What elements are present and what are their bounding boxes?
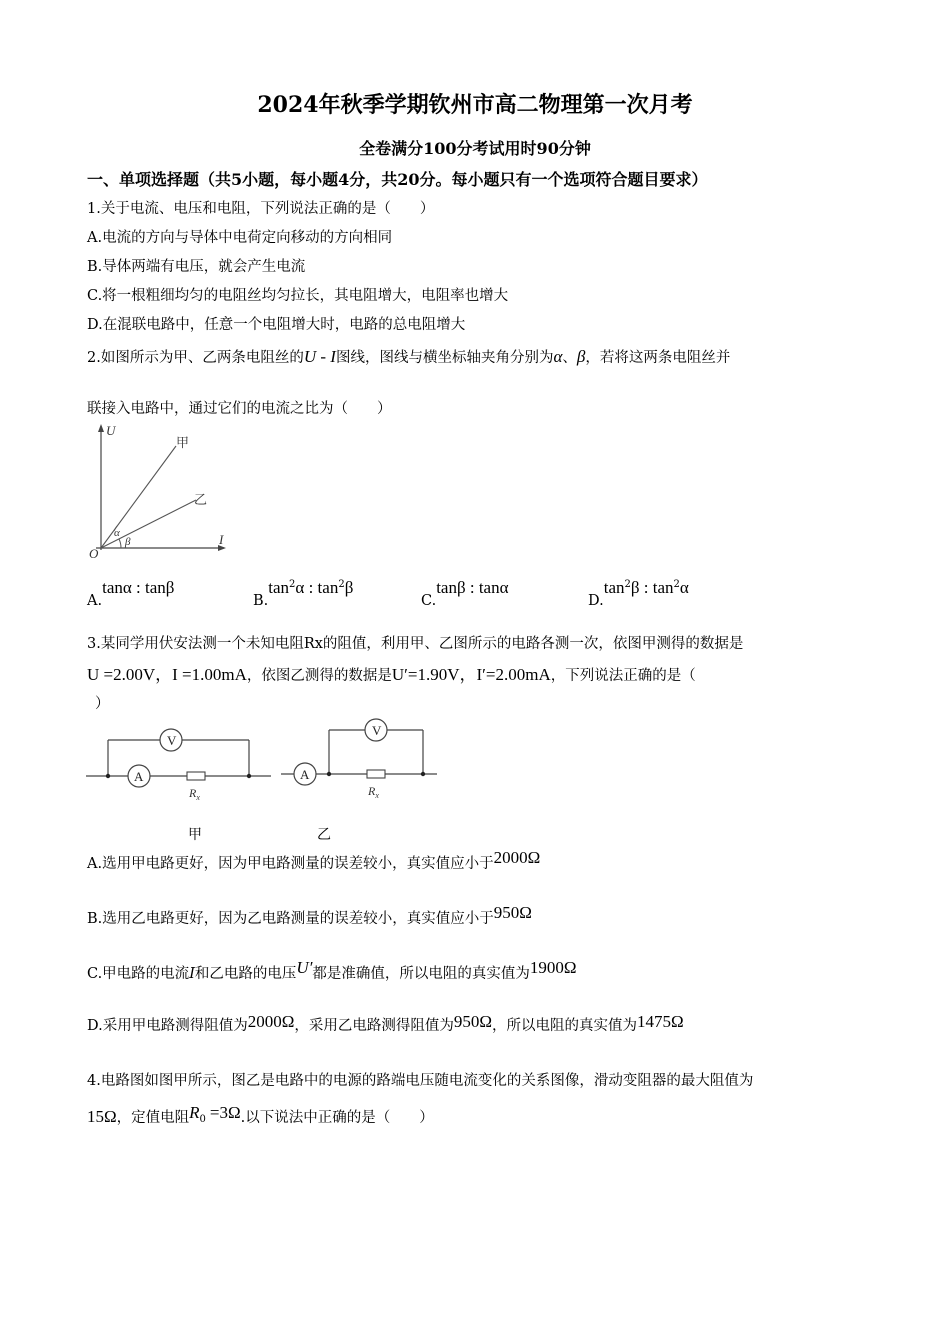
q2-stem-part: ，若将这两条电阻丝并 (585, 350, 731, 366)
circuit-caption-jia: 甲 (188, 827, 202, 843)
q3-option-d (87, 1014, 684, 1035)
q3-option-a-value: 2000Ω (493, 848, 541, 867)
q3-circuit-jia (86, 720, 271, 802)
q3-option-a-text: A.选用甲电路更好，因为甲电路测量的误差较小，真实值应小于 (87, 856, 494, 872)
q2-ui-graph (86, 420, 236, 560)
q3-option-c-voltage: U′ (296, 958, 313, 977)
angle-beta-label: β (125, 536, 131, 548)
section-heading: 一、单项选择题（共5小题，每小题4分，共20分。每小题只有一个选项符合题目要求） (87, 170, 708, 189)
q3-option-a (87, 848, 541, 873)
q4-rmax: 15Ω (87, 1107, 117, 1126)
exam-subtitle: 全卷满分100分考试用时90分钟 (359, 139, 591, 158)
q2-option-b-value: α : tan (295, 578, 339, 597)
q2-option-d (588, 578, 689, 609)
resistor-label: $R_x$ (368, 784, 379, 800)
resistor-rx (367, 770, 385, 778)
q1-option-b: B.导体两端有电压，就会产生电流 (87, 259, 306, 275)
voltmeter-label: V (372, 723, 382, 738)
angle-beta-arc (119, 539, 121, 548)
q2-option-b (253, 578, 354, 609)
q2-stem (87, 346, 730, 367)
node-dot (106, 774, 110, 778)
q3-option-c-text: 和乙电路的电压 (194, 966, 297, 982)
line-jia (101, 446, 176, 548)
q4-stem: 4.电路图如图甲所示，图乙是电路中的电源的路端电压随电流变化的关系图像，滑动变阻器的最大阻值为 (87, 1073, 754, 1089)
axis-u-label: U (106, 423, 116, 438)
axis-i-label: I (219, 532, 224, 547)
node-dot (327, 772, 331, 776)
angle-alpha-label: α (114, 527, 120, 539)
q2-option-c-label: C. (421, 593, 437, 609)
resistor-label: $R_x$ (189, 786, 200, 802)
q3-option-c (87, 958, 577, 983)
q2-option-a (87, 578, 175, 609)
q2-stem-part: 图线，图线与横坐标轴夹角分别为 (335, 350, 554, 366)
q3-option-b (87, 903, 532, 928)
q3-stem-part: ，依图乙测得的数据是 (246, 668, 392, 684)
q3-option-b-text: B.选用乙电路更好，因为乙电路测量的误差较小，真实值应小于 (87, 911, 494, 927)
q4-r0-symbol: R (189, 1103, 200, 1122)
q2-option-b-sup: 2 (338, 579, 345, 591)
q2-option-d-value: α (679, 578, 689, 597)
q2-option-b-value: tan (268, 578, 290, 597)
q3-data-yi: U′=1.90V，I′=2.00mA (391, 665, 551, 684)
q3-option-d-text: ，采用乙电路测得阻值为 (294, 1018, 454, 1034)
q2-alpha: α (553, 347, 563, 366)
q3-option-d-value1: 2000Ω (247, 1012, 295, 1031)
line-yi-label: 乙 (194, 492, 208, 507)
q2-option-d-sup: 2 (624, 579, 631, 591)
q3-option-d-text: ，所以电阻的真实值为 (492, 1018, 637, 1034)
q3-option-c-text: 都是准确值，所以电阻的真实值为 (312, 966, 530, 982)
q3-option-c-text: C.甲电路的电流 (87, 966, 190, 982)
q3-close-paren: ） (95, 696, 110, 712)
q2-option-c-value: tanβ : tanα (436, 578, 509, 597)
q1-option-c: C.将一根粗细均匀的电阻丝均匀拉长，其电阻增大，电阻率也增大 (87, 288, 509, 304)
q1-stem: 1.关于电流、电压和电阻，下列说法正确的是（ ） (87, 201, 435, 217)
q2-beta: β (576, 347, 586, 366)
voltmeter-label: V (167, 733, 177, 748)
q3-option-d-text: D.采用甲电路测得阻值为 (87, 1018, 248, 1034)
q3-stem: 3.某同学用伏安法测一个未知电阻Rx的阻值，利用甲、乙图所示的电路各测一次，依图甲测得的数据是 (87, 636, 744, 652)
exam-title: 2024年秋季学期钦州市高二物理第一次月考 (257, 92, 693, 118)
ammeter-label: A (300, 767, 310, 782)
q2-option-c (421, 578, 509, 609)
q2-option-a-label: A. (87, 593, 103, 609)
q3-option-b-value: 950Ω (493, 903, 532, 922)
q2-option-b-label: B. (253, 593, 269, 609)
q4-r0-sub: 0 (199, 1113, 206, 1125)
origin-label: O (89, 546, 99, 560)
q4-r0-value: =3Ω (209, 1103, 241, 1122)
u-axis-arrow (98, 424, 104, 432)
q4-stem-part: ，定值电阻 (116, 1110, 190, 1126)
ammeter-label: A (134, 769, 144, 784)
q2-option-d-value: tan (603, 578, 625, 597)
q1-option-d: D.在混联电路中，任意一个电阻增大时，电路的总电阻增大 (87, 317, 466, 333)
resistor-rx (187, 772, 205, 780)
q3-stem-part: ，下列说法正确的是（ (550, 668, 696, 684)
q4-stem-line2 (87, 1103, 434, 1129)
q2-option-d-label: D. (588, 593, 604, 609)
q2-option-a-value: tanα : tanβ (102, 578, 175, 597)
q3-circuit-yi (281, 712, 441, 802)
q4-stem-part: .以下说法中正确的是（ ） (240, 1110, 434, 1126)
q2-stem-line2: 联接入电路中，通过它们的电流之比为（ ） (87, 401, 392, 417)
q3-stem-line2 (87, 660, 696, 685)
q3-option-d-value2: 950Ω (453, 1012, 492, 1031)
line-yi (101, 500, 196, 548)
line-jia-label: 甲 (176, 435, 190, 450)
q2-ui-symbol: U - I (303, 347, 336, 366)
q2-sep: 、 (562, 350, 577, 366)
q3-option-d-value3: 1475Ω (637, 1012, 684, 1031)
q3-option-c-current: I (189, 966, 195, 982)
q2-stem-part: 2.如图所示为甲、乙两条电阻丝的 (87, 350, 304, 366)
q3-data-jia: U =2.00V，I =1.00mA (87, 665, 247, 684)
circuit-caption-yi: 乙 (317, 827, 331, 843)
node-dot (247, 774, 251, 778)
q2-option-d-value: β : tan (630, 578, 674, 597)
q2-option-d-sup: 2 (673, 579, 680, 591)
q2-option-b-value: β (344, 578, 354, 597)
q3-option-c-value: 1900Ω (529, 958, 577, 977)
q2-option-b-sup: 2 (289, 579, 296, 591)
node-dot (421, 772, 425, 776)
q1-option-a: A.电流的方向与导体中电荷定向移动的方向相同 (87, 230, 393, 246)
